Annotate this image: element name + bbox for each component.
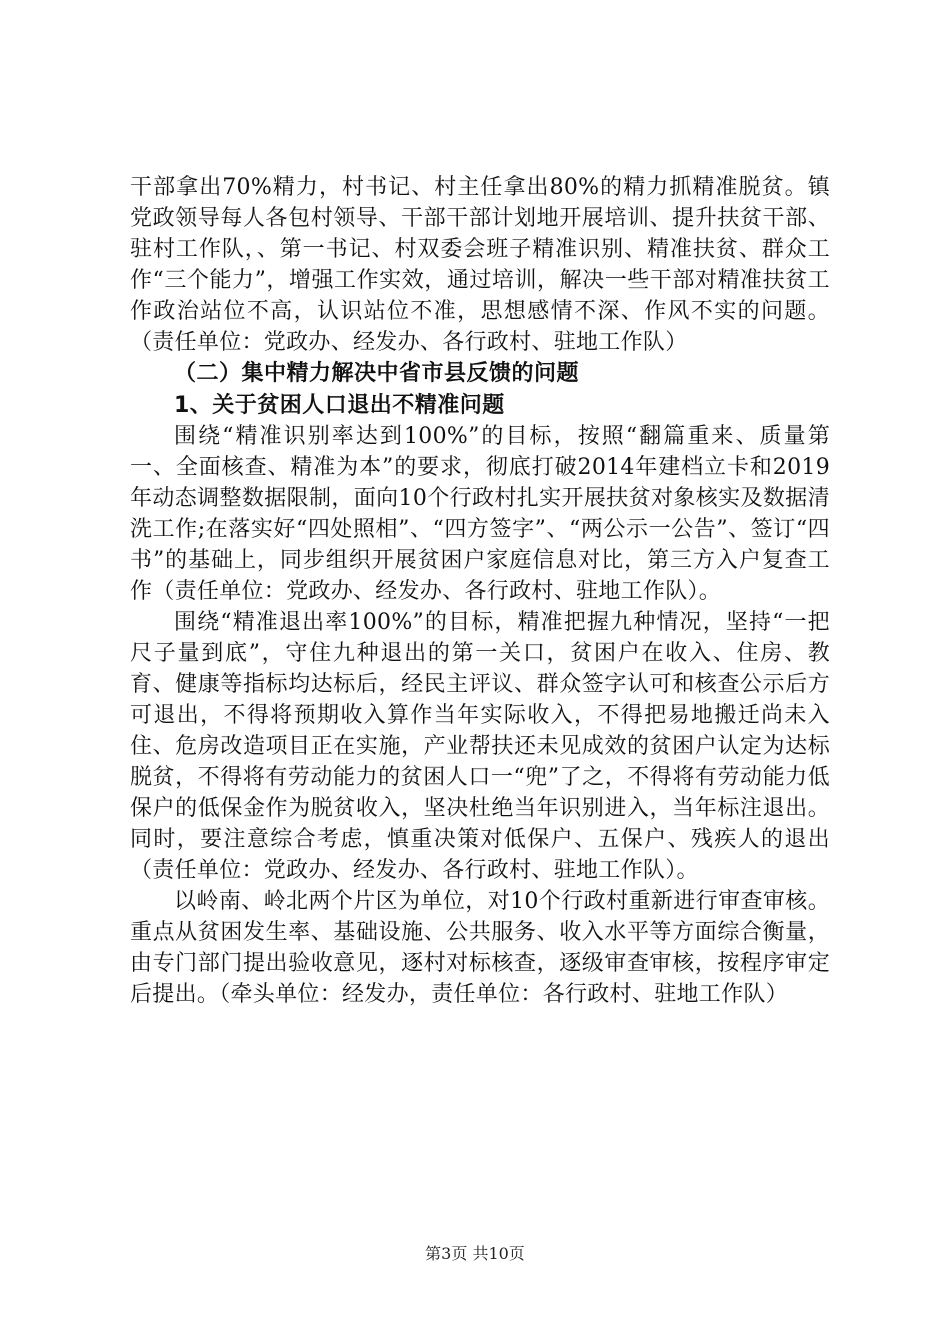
paragraph-identification: 围绕“精准识别率达到100%”的目标，按照“翻篇重来、质量第一、全面核查、精准为本”的要求，彻底打破2014年建档立卡和2019年动态调整数据限制，面向10个行政村扎实开展扶贫对象核实及数据清洗工作;在落实好“四处照相”、“四方签字”、“两公示一公告”、签订“四书”的基础上，同步组织开展贫困户家庭信息对比，第三方入户复查工作（责任单位：党政办、经发办、各行政村、驻地工作队）。 xyxy=(130,424,830,604)
document-body xyxy=(130,172,830,1010)
paragraph-review: 以岭南、岭北两个片区为单位，对10个行政村重新进行审查审核。重点从贫困发生率、基础设施、公共服务、收入水平等方面综合衡量，由专门部门提出验收意见，逐村对标核查，逐级审查审核，按程序审定后提出。（牵头单位：经发办，责任单位：各行政村、驻地工作队） xyxy=(130,889,830,1007)
section-heading: （二）集中精力解决中省市县反馈的问题 xyxy=(174,361,580,386)
paragraph-exit: 围绕“精准退出率100%”的目标，精准把握九种情况，坚持“一把尺子量到底”，守住九种退出的第一关口，贫困户在收入、住房、教育、健康等指标均达标后，经民主评议、群众签字认可和核查公示后方可退出，不得将预期收入算作当年实际收入，不得把易地搬迁尚未入住、危房改造项目正在实施，产业帮扶还未见成效的贫困户认定为达标脱贫，不得将有劳动能力的贫困人口一“兜”了之，不得将有劳动能力低保户的低保金作为脱贫收入，坚决杜绝当年识别进入，当年标注退出。同时，要注意综合考虑，慎重决策对低保户、五保户、残疾人的退出（责任单位：党政办、经发办、各行政村、驻地工作队）。 xyxy=(130,610,830,883)
paragraph-training: 干部拿出70%精力，村书记、村主任拿出80%的精力抓精准脱贫。镇党政领导每人各包村领导、干部干部计划地开展培训、提升扶贫干部、驻村工作队，、第一书记、村双委会班子精准识别、精准扶贫、群众工作“三个能力”，增强工作实效，通过培训，解决一些干部对精准扶贫工作政治站位不高，认识站位不准，思想感情不深、作风不实的问题。（责任单位：党政办、经发办、各行政村、驻地工作队） xyxy=(130,175,830,355)
page-footer: 第3页 共10页 xyxy=(425,1244,525,1263)
subsection-heading: 1、关于贫困人口退出不精准问题 xyxy=(174,393,505,418)
